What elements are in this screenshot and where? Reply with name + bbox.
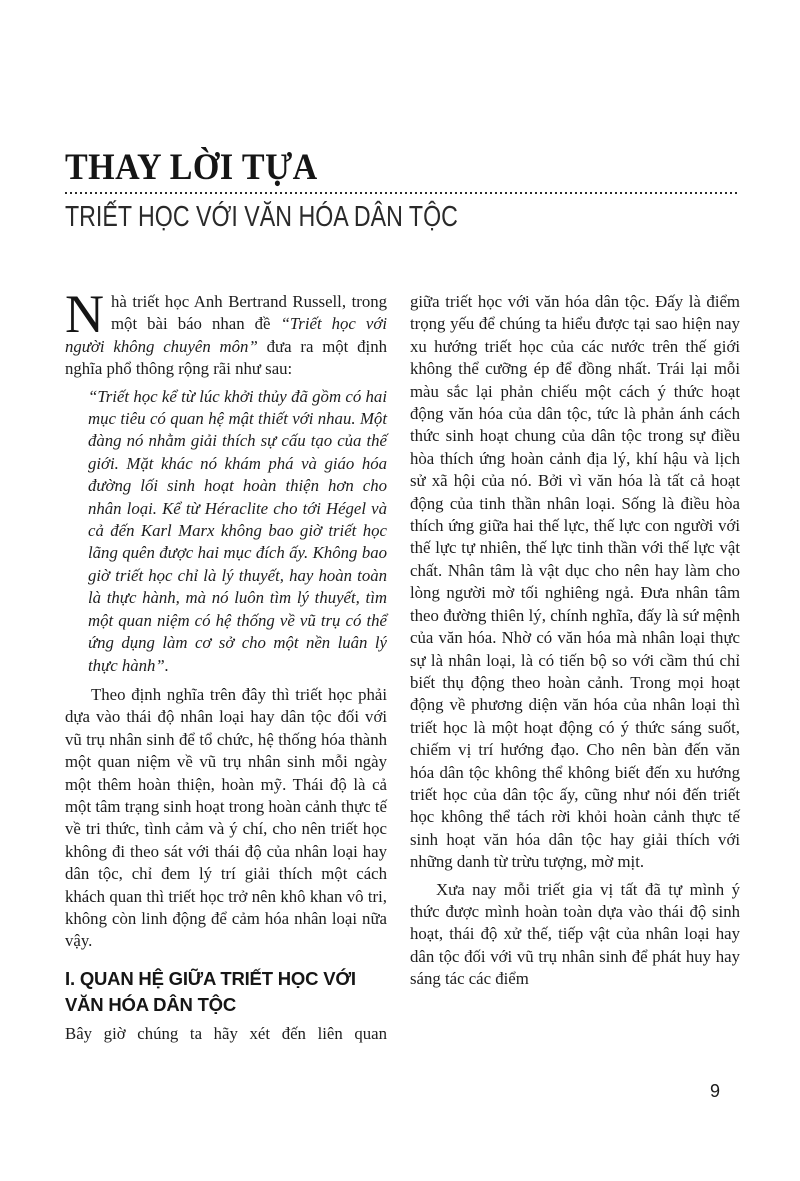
paragraph-definition: Theo định nghĩa trên đây thì triết học phải dựa vào thái độ nhân loại hay dân tộc đối với vũ trụ nhân sinh để tổ chức, hệ thống hóa thành một quan niệm về vũ trụ nhân sinh mỗi ngày một thêm hoàn thiện, hoàn mỹ. Thái độ là cả một tâm trạng sinh hoạt trong hoàn cảnh thực tế về tri thức, tình cảm và ý chí, cho nên triết học không đi theo sát với thái độ của nhân loại hay dân tộc, chỉ đem lý trí giải thích một cách khách quan thì triết học trở nên khô khan vô tri, không còn linh động để cảm hóa nhân loại nữa vậy. <box>65 684 387 951</box>
chapter-subtitle-row <box>65 200 740 234</box>
paragraph-intro <box>65 284 388 381</box>
drop-cap: N <box>65 284 104 344</box>
page-number: 9 <box>710 1081 721 1101</box>
paragraph-section1-continued: giữa triết học với văn hóa dân tộc. Đấy là điểm trọng yếu để chúng ta hiểu được tại sao hiện nay xu hướng triết học của các nước trên thế giới không thể cưỡng ép để đồng nhất. Trái lại mỗi màu sắc lại phản chiếu một cách ý thức hoạt động văn hóa của dân tộc, tức là phản ánh cách thức sinh hoạt chung của dân tộc trong sự điều hòa thích ứng hoàn cảnh địa lý, khí hậu và lịch sử xã hội của nó. Bởi vì văn hóa là tất cả hoạt động của tinh thần nhân loại. Sống là điều hòa thích ứng giữa hai thế lực, thế lực con người với thế lực tự nhiên, thế lực tinh thần với thế lực vật chất. Nhân tâm là vật dục cho nên hay làm cho lòng người mờ tối nghiêng ngả. Đưa nhân tâm theo đường thiên lý, chính nghĩa, đấy là sứ mệnh của văn hóa. Nhờ có văn hóa mà nhân loại thực sự là nhân loại, là có tiến bộ so với cầm thú chỉ biết thụ động theo hoàn cảnh. Trong mọi hoạt động về phương diện văn hóa của nhân loại thì triết học là một hoạt động có ý thức sáng suốt, chiếm vị trí hướng đạo. Cho nên bàn đến văn hóa dân tộc không thể không biết đến xu hướng triết học của dân tộc ấy, cũng như nói đến triết học không thể tách rời khỏi hoàn cảnh thực tế sinh hoạt văn hóa dân tộc hay giải thích với những danh từ trừu tượng, mờ mịt. <box>410 292 740 872</box>
paragraph-philosophers: Xưa nay mỗi triết gia vị tất đã tự mình ý thức được mình hoàn toàn dựa vào thái độ sinh hoạt, thái độ xử thế, tiếp vật của nhân loại hay dân tộc đối với vũ trụ nhân sinh để phát huy hay sáng tác các điểm <box>410 879 740 989</box>
left-column <box>65 284 388 1045</box>
chapter-title: THAY LỜI TỰA <box>65 147 318 188</box>
article-title-italic: “Triết học với người không chuyên môn” <box>65 314 388 356</box>
page-content <box>65 148 740 1045</box>
intro-text-lead: hà triết học Anh Bertrand Russell, trong một bài báo nhan đề <box>111 292 387 334</box>
chapter-header <box>65 148 740 234</box>
chapter-subtitle: TRIẾT HỌC VỚI VĂN HÓA DÂN TỘC <box>65 201 458 233</box>
section-heading-1: I. QUAN HỆ GIỮA TRIẾT HỌC VỚI VĂN HÓA DÂN TỘC <box>65 967 356 1015</box>
right-column <box>410 291 740 1045</box>
paragraph-section1-start: Bây giờ chúng ta hãy xét đến liên quan <box>65 1023 387 1043</box>
dotted-divider <box>65 191 740 194</box>
blockquote-russell: “Triết học kể từ lúc khởi thủy đã gồm có hai mục tiêu có quan hệ mật thiết với nhau. Một đàng nó nhằm giải thích sự cấu tạo của thế giới. Mặt khác nó khám phá và giáo hóa đường lối sinh hoạt hoàn thiện hơn cho nhân loại. Kể từ Héraclite cho tới Hégel và cả đến Karl Marx không bao giờ triết học lãng quên được hai mục đích ấy. Không bao giờ triết học chỉ là lý thuyết, hay hoàn toàn là thực hành, mà nó luôn tìm lý thuyết, tìm một quan niệm có hệ thống về vũ trụ có thể ứng dụng làm cơ sở cho một nền luân lý thực hành”. <box>88 386 387 675</box>
text-columns <box>65 284 740 1045</box>
intro-text-tail: đưa ra một định nghĩa phổ thông rộng rãi như sau: <box>65 336 387 379</box>
